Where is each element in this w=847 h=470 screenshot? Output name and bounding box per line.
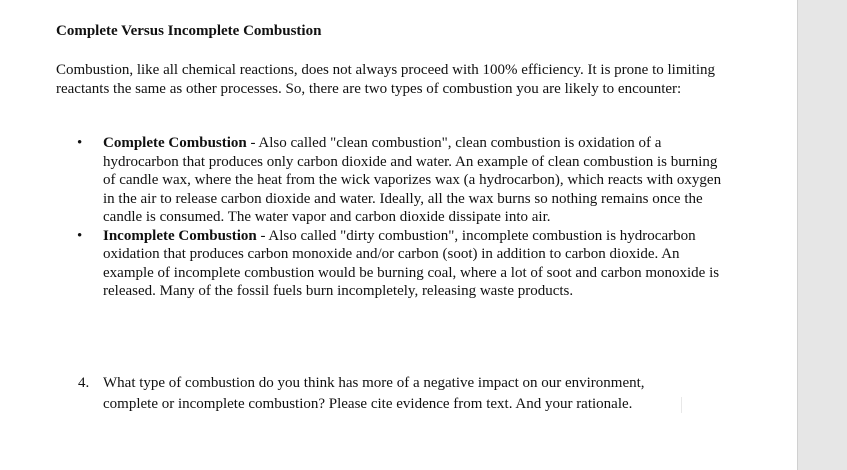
- list-item: [56, 134, 746, 227]
- text-cursor: [681, 397, 682, 413]
- list-item: [56, 227, 746, 301]
- question-number: 4.: [78, 375, 90, 391]
- bullet-icon: •: [77, 135, 83, 151]
- document-margin-gutter: [797, 0, 847, 470]
- intro-paragraph: Combustion, like all chemical reactions, does not always proceed with 100% efficiency. It is prone to limiting reactants the same as other processes. So, there are two types of combustion you are likely to encounter:: [56, 62, 716, 97]
- list-item-text: [103, 134, 728, 227]
- bullet-list: [56, 134, 746, 301]
- section-heading: Complete Versus Incomplete Combustion: [56, 23, 322, 39]
- list-item-term: Complete Combustion: [103, 135, 247, 151]
- question-text: What type of combustion do you think has more of a negative impact on our environment, complete or incomplete combustion? Please cite evidence from text. And your rationale.: [103, 375, 645, 412]
- bullet-icon: •: [77, 227, 83, 244]
- list-item-body: - Also called "dirty combustion", incomplete combustion is hydrocarbon oxidation that produces carbon monoxide and/or carbon (soot) in addition to carbon dioxide. An example of incomplete combustion would be burning coal, where a lot of soot and carbon monoxide is released. Many of the fossil fuels burn incompletely, releasing waste products.: [103, 227, 720, 299]
- list-item-body: - Also called "clean combustion", clean combustion is oxidation of a hydrocarbon that produces only carbon dioxide and water. An example of clean combustion is burning of candle wax, where the heat from the wick vaporizes wax (a hydrocarbon), which reacts with oxygen in the air to release carbon dioxide and water. Ideally, all the wax burns so nothing remains once the candle is consumed. The water vapor and carbon dioxide dissipate into air.: [103, 135, 722, 225]
- list-item-text: [103, 227, 728, 301]
- question-item: [78, 373, 738, 415]
- list-item-term: Incomplete Combustion: [103, 227, 257, 244]
